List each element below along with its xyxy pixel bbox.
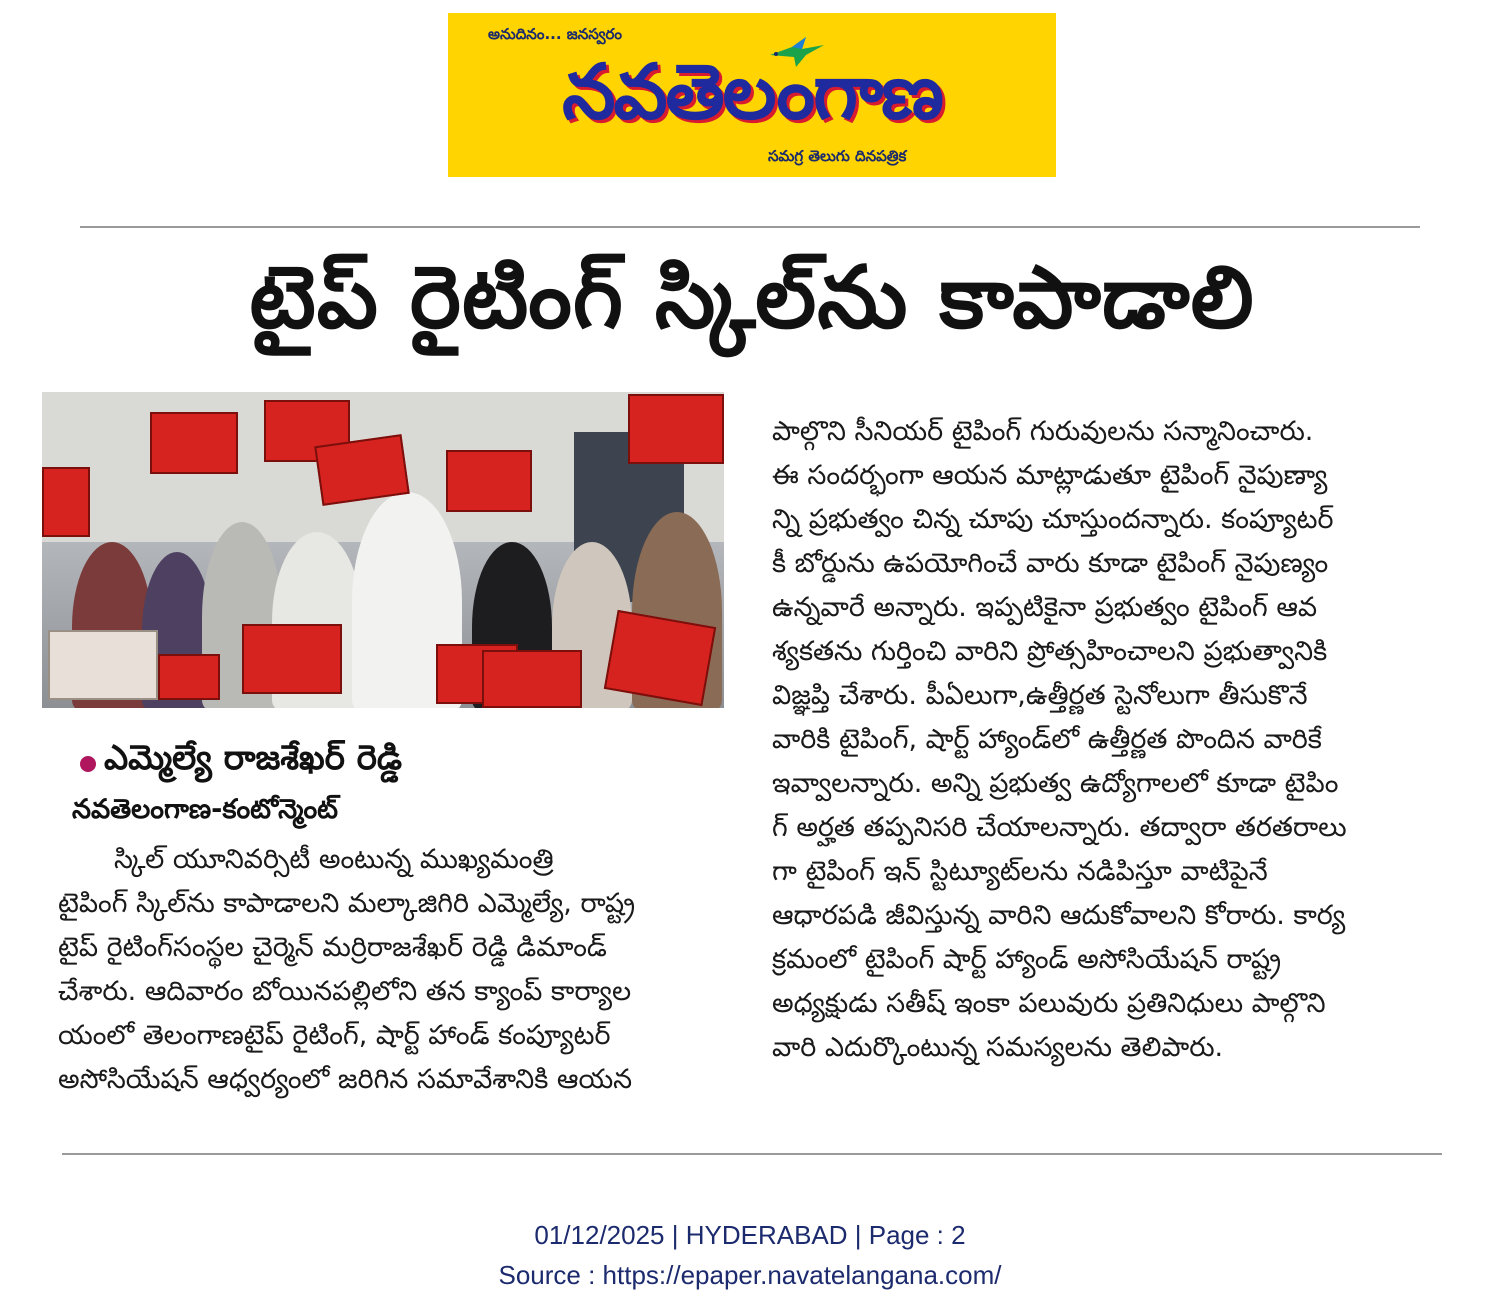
article-photo [42,392,724,708]
photo-placard [48,630,158,700]
body-line: ఈ సందర్భంగా ఆయన మాట్లాడుతూ టైపింగ్ నైపుణ్యా [772,460,1328,491]
photo-placard [482,650,582,708]
masthead-tagline: అనుదినం... జనస్వరం [488,25,622,43]
body-line: టైపింగ్ స్కిల్‌ను కాపాడాలని మల్కాజిగిరి ఎమ్మెల్యే, రాష్ట్ర [58,888,636,919]
body-line: క్రమంలో టైపింగ్ షార్ట్ హ్యాండ్ అసోసియేషన్ రాష్ట్ర [772,944,1282,975]
body-line: అసోసియేషన్ ఆధ్వర్యంలో జరిగిన సమావేశానికి ఆయన [58,1064,633,1095]
masthead-subtitle: సమగ్ర తెలుగు దినపత్రిక [768,147,907,165]
body-line: గా టైపింగ్ ఇన్ స్టిట్యూట్‌లను నడిపిస్తూ వాటిపైనే [772,856,1268,887]
photo-placard [150,412,238,474]
masthead [448,13,1056,177]
body-line: శ్యకతను గుర్తించి వారిని ప్రోత్సహించాలని ప్రభుత్వానికి [772,636,1328,667]
footer-date-line: 01/12/2025 | HYDERABAD | Page : 2 [534,1220,966,1250]
photo-placard [446,450,532,512]
body-line: వారి ఎదుర్కొంటున్న సమస్యలను తెలిపారు. [772,1032,1224,1063]
body-line: ఆధారపడి జీవిస్తున్న వారిని ఆదుకోవాలని కోరారు. కార్య [772,900,1346,931]
body-line: కీ బోర్డును ఉపయోగించే వారు కూడా టైపింగ్ నైపుణ్యం [772,548,1329,579]
photo-placard [158,654,220,700]
body-line: వారికి టైపింగ్, షార్ట్ హ్యాండ్‌లో ఉత్తీర్ణత పొందిన వారికే [772,724,1322,755]
body-line: విజ్ఞప్తి చేశారు. పీఏలుగా,ఉత్తీర్ణత స్టెనోలుగా తీసుకొనే [772,680,1308,711]
bottom-divider [62,1153,1442,1155]
body-line: ఉన్నవారే అన్నారు. ఇప్పటికైనా ప్రభుత్వం టైపింగ్ ఆవ [772,592,1318,623]
body-line: స్కిల్ యూనివర్సిటీ అంటున్న ముఖ్యమంత్రి [114,844,554,875]
article-subheadline: ఎమ్మెల్యే రాజశేఖర్ రెడ్డి [104,738,403,778]
masthead-title: నవతెలంగాణ [562,47,942,136]
body-line: గ్ అర్హత తప్పనిసరి చేయాలన్నారు. తద్వారా తరతరాలు [772,812,1347,843]
top-divider [80,226,1420,228]
photo-placard [604,610,716,706]
body-line: పాల్గొని సీనియర్ టైపింగ్ గురువులను సన్మానించారు. [772,416,1314,447]
bullet-icon [80,756,96,772]
body-line: యంలో తెలంగాణటైప్ రైటింగ్, షార్ట్ హాండ్ కంప్యూటర్ [58,1020,611,1051]
photo-placard [242,624,342,694]
body-line: అధ్యక్షుడు సతీష్ ఇంకా పలువురు ప్రతినిధులు పాల్గొని [772,988,1326,1019]
article-headline: టైప్ రైటింగ్ స్కిల్‌ను కాపాడాలి [249,248,1255,348]
photo-placard [628,394,724,464]
photo-placard [314,434,409,506]
footer-source-line: Source : https://epaper.navatelangana.com/ [498,1260,1002,1290]
photo-placard [42,467,90,537]
article-dateline: నవతెలంగాణ-కంటోన్మెంట్ [72,794,339,825]
body-line: ఇవ్వాలన్నారు. అన్ని ప్రభుత్వ ఉద్యోగాలలో కూడా టైపిం [772,768,1339,799]
body-line: న్ని ప్రభుత్వం చిన్న చూపు చూస్తుందన్నారు. కంప్యూటర్ [772,504,1334,535]
body-line: చేశారు. ఆదివారం బోయినపల్లిలోని తన క్యాంప్ కార్యాల [58,976,632,1007]
body-line: టైప్ రైటింగ్‌సంస్థల చైర్మెన్ మర్రిరాజశేఖర్ రెడ్డి డిమాండ్ [58,932,607,963]
